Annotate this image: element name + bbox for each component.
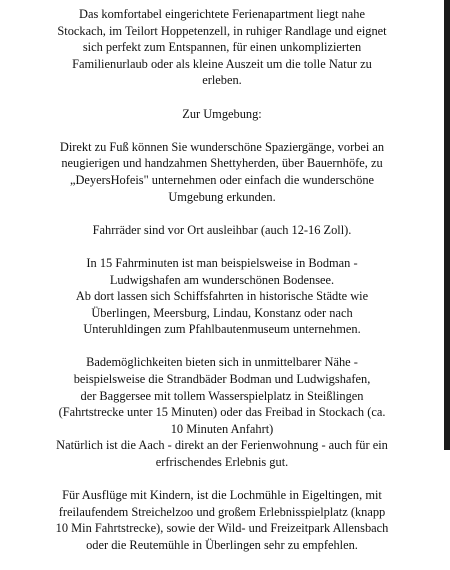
text-line: Umgebung erkunden. (168, 189, 276, 204)
text-line: Ab dort lassen sich Schiffsfahrten in historische Städte wie (75, 289, 369, 304)
text-line: 10 Min Fahrtstrecke), sowie der Wild- und Freizeitpark Allensbach (55, 521, 389, 536)
scan-edge (444, 0, 450, 450)
text-line: Unteruhldingen zum Pfahlbautenmuseum unternehmen. (83, 322, 361, 337)
text-line: „DeyersHofeis" unternehmen oder einfach die wunderschöne (69, 172, 375, 187)
text-line: Zur Umgebung: (182, 106, 262, 121)
text-line: Das komfortabel eingerichtete Ferienapartment liegt nahe (79, 7, 365, 21)
text-line: erleben. (202, 73, 242, 88)
text-line: Familienurlaub oder als kleine Auszeit um die tolle Natur zu (72, 56, 372, 71)
document-body (6, 6, 438, 570)
text-line: erfrischendes Erlebnis gut. (155, 455, 289, 470)
text-line: Fahrräder sind vor Ort ausleihbar (auch 12-16 Zoll). (92, 222, 352, 237)
paragraph (6, 354, 438, 437)
paragraph (6, 139, 438, 205)
text-line: Stockach, im Teilort Hoppetenzell, in ruhiger Randlage und eignet (57, 23, 387, 38)
text-line: (Fahrtstrecke unter 15 Minuten) oder das Freibad in Stockach (ca. (58, 405, 386, 420)
text-line: freilaufendem Streichelzoo und großem Erlebnisspielplatz (knapp (58, 504, 386, 519)
text-line: Bademöglichkeiten bieten sich in unmittelbarer Nähe - (86, 355, 358, 370)
paragraph (6, 437, 438, 470)
text-line: Ludwigshafen am wunderschönen Bodensee. (109, 272, 335, 287)
paragraph (6, 487, 438, 553)
text-line: Natürlich ist die Aach - direkt an der Ferienwohnung - auch für ein (56, 438, 388, 453)
text-line: 10 Minuten Anfahrt) (170, 421, 274, 436)
paragraph (6, 255, 438, 338)
text-line: Überlingen, Meersburg, Lindau, Konstanz oder nach (91, 305, 353, 320)
text-line: der Baggersee mit tollem Wasserspielplatz in Steißlingen (80, 388, 364, 403)
text-line: Für Ausflüge mit Kindern, ist die Lochmühle in Eigeltingen, mit (62, 488, 382, 503)
text-line: Direkt zu Fuß können Sie wunderschöne Spaziergänge, vorbei an (59, 139, 385, 154)
paragraph (6, 106, 438, 123)
text-line: beispielsweise die Strandbäder Bodman und Ludwigshafen, (73, 372, 371, 387)
paragraph (6, 222, 438, 239)
text-line: sich perfekt zum Entspannen, für einen unkomplizierten (82, 40, 362, 55)
paragraph (6, 6, 438, 89)
text-line: In 15 Fahrminuten ist man beispielsweise in Bodman - (86, 255, 358, 270)
text-line: neugierigen und handzahmen Shettyherden, über Bauernhöfe, zu (61, 156, 383, 171)
text-line: oder die Reutemühle in Überlingen sehr zu empfehlen. (86, 538, 358, 552)
